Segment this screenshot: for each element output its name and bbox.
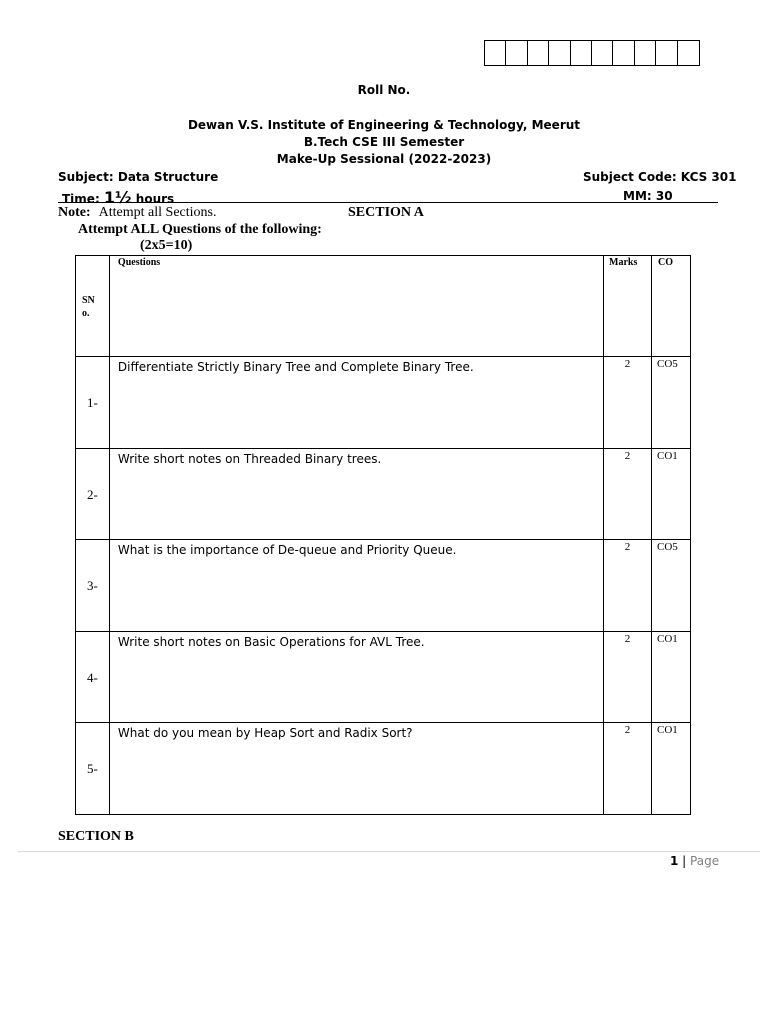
row-marks: 2 — [604, 448, 652, 540]
subject-code: Subject Code: KCS 301 — [583, 170, 737, 184]
note-label: Note: — [58, 205, 91, 220]
row-question: Write short notes on Basic Operations for AVL Tree. — [109, 631, 603, 723]
time-suffix: hours — [131, 192, 175, 206]
max-marks: MM: 30 — [623, 189, 673, 203]
row-sno: 4- — [76, 631, 110, 723]
note-text: Attempt all Sections. — [98, 205, 217, 220]
row-marks: 2 — [604, 631, 652, 723]
roll-box — [485, 41, 506, 65]
roll-no-label: Roll No. — [357, 83, 411, 97]
row-question: Write short notes on Threaded Binary trees. — [109, 448, 603, 540]
institute-name: Dewan V.S. Institute of Engineering & Technology, Meerut — [187, 118, 581, 132]
table-row — [76, 448, 691, 540]
table-row — [76, 723, 691, 815]
table-row — [76, 357, 691, 449]
roll-box — [571, 41, 592, 65]
page-label: Page — [690, 854, 720, 868]
row-sno: 3- — [76, 540, 110, 632]
section-b-title: SECTION B — [58, 829, 134, 844]
footer-divider — [18, 851, 760, 852]
header-co: CO — [652, 256, 691, 357]
row-question: What is the importance of De-queue and Priority Queue. — [109, 540, 603, 632]
roll-box — [592, 41, 613, 65]
row-co: CO5 — [652, 540, 691, 632]
row-co: CO1 — [652, 723, 691, 815]
row-question: Differentiate Strictly Binary Tree and Complete Binary Tree. — [109, 357, 603, 449]
questions-table — [75, 255, 691, 815]
section-a-marks-scheme: (2x5=10) — [140, 238, 193, 253]
roll-box — [678, 41, 699, 65]
row-co: CO5 — [652, 357, 691, 449]
subject-label: Subject: Data Structure — [58, 170, 219, 184]
table-row — [76, 540, 691, 632]
roll-box — [506, 41, 527, 65]
roll-box — [635, 41, 656, 65]
session-name: Make-Up Sessional (2022-2023) — [276, 152, 492, 166]
row-marks: 2 — [604, 357, 652, 449]
row-co: CO1 — [652, 631, 691, 723]
row-sno: 1- — [76, 357, 110, 449]
section-a-instruction: Attempt ALL Questions of the following: — [78, 222, 322, 237]
row-marks: 2 — [604, 723, 652, 815]
row-marks: 2 — [604, 540, 652, 632]
page-separator: | — [678, 854, 691, 868]
row-co: CO1 — [652, 448, 691, 540]
time-fraction: 1½ — [103, 188, 132, 207]
note — [58, 205, 216, 221]
time-prefix: Time: — [62, 192, 104, 206]
page-footer — [670, 854, 719, 868]
header-divider — [58, 202, 718, 203]
roll-box — [549, 41, 570, 65]
header-sno: SNo. — [76, 256, 110, 357]
program-name: B.Tech CSE III Semester — [303, 135, 465, 149]
section-a-title: SECTION A — [348, 205, 424, 220]
row-question: What do you mean by Heap Sort and Radix Sort? — [109, 723, 603, 815]
row-sno: 2- — [76, 448, 110, 540]
header-marks: Marks — [604, 256, 652, 357]
roll-number-boxes — [484, 40, 700, 66]
roll-box — [528, 41, 549, 65]
roll-box — [613, 41, 634, 65]
table-row — [76, 631, 691, 723]
header-questions: Questions — [109, 256, 603, 357]
row-sno: 5- — [76, 723, 110, 815]
table-header-row — [76, 256, 691, 357]
roll-box — [656, 41, 677, 65]
page-number: 1 — [670, 854, 679, 868]
